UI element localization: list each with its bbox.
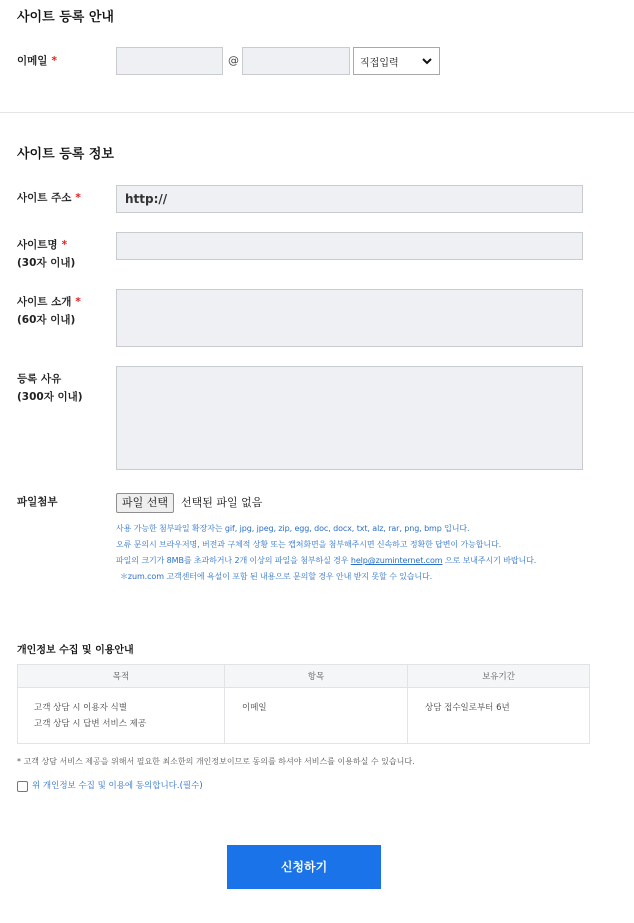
site-intro-sub: (60자 이내)	[17, 314, 76, 326]
url-label	[17, 189, 81, 207]
site-name-label	[17, 236, 75, 272]
file-label: 파일첨부	[17, 496, 58, 508]
reason-label	[17, 370, 83, 406]
email-domain-select[interactable]	[353, 47, 440, 75]
agree-checkbox[interactable]	[17, 781, 28, 792]
url-label-text: 사이트 주소	[17, 192, 72, 204]
required-mark: *	[75, 192, 81, 204]
privacy-header-retention: 보유기간	[408, 665, 590, 688]
chevron-down-icon	[421, 55, 433, 67]
required-mark: *	[75, 296, 81, 308]
file-select-button[interactable]: 파일 선택	[116, 493, 174, 513]
email-label-text: 이메일	[17, 55, 48, 67]
table-row	[18, 688, 590, 744]
help-email-link[interactable]: help@zuminternet.com	[350, 556, 443, 565]
note-file-size	[116, 553, 536, 569]
privacy-footnote: * 고객 상담 서비스 제공을 위해서 필요한 최소한의 개인정보이므로 동의를 하셔야 서비스를 이용하실 수 있습니다.	[17, 757, 415, 766]
site-intro-label	[17, 293, 81, 329]
email-at-sign: @	[228, 54, 239, 67]
file-status: 선택된 파일 없음	[181, 496, 263, 509]
section-title-info: 사이트 등록 정보	[17, 147, 114, 162]
required-mark: *	[61, 239, 68, 251]
email-domain-select-value: 직접입력	[360, 57, 399, 69]
privacy-purpose-cell	[18, 688, 225, 744]
privacy-purpose-line: 고객 상담 시 이용자 식별	[34, 703, 127, 713]
privacy-header-item: 항목	[225, 665, 408, 688]
reason-sub: (300자 이내)	[17, 391, 83, 403]
section-title-guide: 사이트 등록 안내	[17, 10, 114, 25]
note-abuse-warning: ＊zum.com 고객센터에 욕설이 포함 된 내용으로 문의할 경우 안내 받지 못할 수 있습니다.	[120, 572, 433, 581]
note-file-size-text: 파일의 크기가 8MB를 초과하거나 2개 이상의 파일을 첨부하실 경우	[116, 556, 351, 565]
site-name-input[interactable]	[116, 232, 583, 260]
site-intro-label-text: 사이트 소개	[17, 296, 72, 308]
email-local-input[interactable]	[116, 47, 223, 75]
privacy-header-purpose: 목적	[18, 665, 225, 688]
note-extensions: 사용 가능한 첨부파일 확장자는 gif, jpg, jpeg, zip, egg, doc, docx, txt, alz, rar, png, bmp 입니다.	[116, 524, 470, 533]
privacy-item-cell: 이메일	[225, 688, 408, 744]
note-error-inquiry: 오류 문의시 브라우저명, 버전과 구체적 상황 또는 캡쳐화면을 첨부해주시면 신속하고 정확한 답변이 가능합니다.	[116, 540, 502, 549]
required-mark: *	[51, 55, 57, 67]
email-label	[17, 52, 57, 70]
privacy-table	[17, 664, 590, 744]
site-intro-textarea[interactable]	[116, 289, 583, 347]
section-divider	[0, 112, 634, 113]
reason-textarea[interactable]	[116, 366, 583, 470]
reason-label-text: 등록 사유	[17, 373, 62, 385]
submit-button[interactable]: 신청하기	[227, 845, 381, 889]
privacy-title: 개인정보 수집 및 이용안내	[17, 645, 134, 656]
email-domain-input[interactable]	[242, 47, 350, 75]
agree-label[interactable]: 위 개인정보 수집 및 이용에 동의합니다.(필수)	[32, 781, 203, 791]
site-name-sub: (30자 이내)	[17, 257, 76, 269]
file-notes	[116, 521, 536, 585]
note-file-size-tail: 으로 보내주시기 바랍니다.	[442, 556, 537, 565]
site-url-input[interactable]: http://	[116, 185, 583, 213]
privacy-purpose-line: 고객 상담 시 답변 서비스 제공	[34, 719, 147, 729]
site-name-label-text: 사이트명	[17, 239, 58, 251]
privacy-retention-cell: 상담 접수일로부터 6년	[408, 688, 590, 744]
